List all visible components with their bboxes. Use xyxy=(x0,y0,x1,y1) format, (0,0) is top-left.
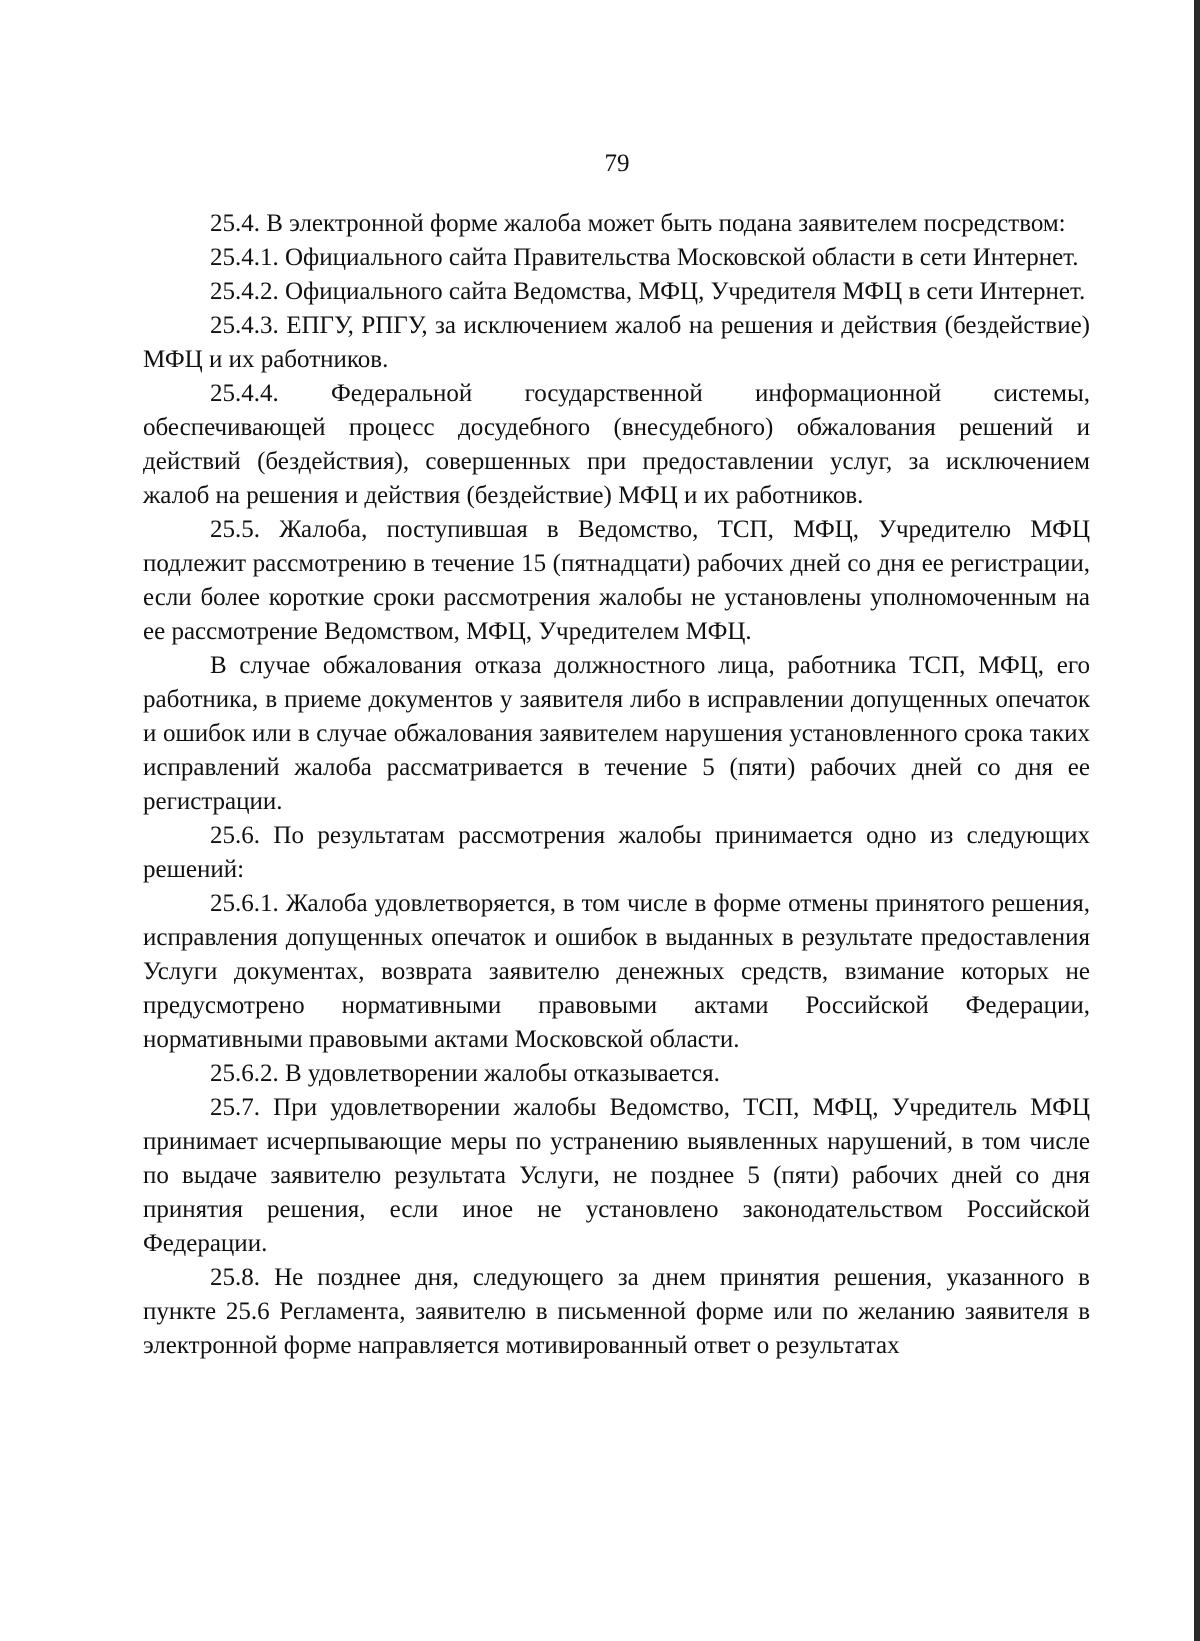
page-number: 79 xyxy=(604,150,630,177)
paragraph-25-4: 25.4. В электронной форме жалоба может быть подана заявителем посредством: xyxy=(210,210,1066,237)
paragraph-25-4-1: 25.4.1. Официального сайта Правительства Московской области в сети Интернет. xyxy=(210,244,1079,271)
paragraph-25-6-2: 25.6.2. В удовлетворении жалобы отказывается. xyxy=(210,1060,720,1087)
paragraph-25-4-2: 25.4.2. Официального сайта Ведомства, МФЦ, Учредителя МФЦ в сети Интернет. xyxy=(210,278,1086,305)
paragraph-25-5-appeal: В случае обжалования отказа должностного лица, работника ТСП, МФЦ, его работника, в приеме документов у заявителя либо в исправлении допущенных опечаток и ошибок или в случае обжалования заявителем нарушения установленного срока таких исправлений жалоба рассматривается в течение 5 (пяти) рабочих дней со дня ее регистрации. xyxy=(143,652,1090,815)
paragraph-25-7: 25.7. При удовлетворении жалобы Ведомство, ТСП, МФЦ, Учредитель МФЦ принимает исчерпывающие меры по устранению выявленных нарушений, в том числе по выдаче заявителю результата Услуги, не позднее 5 (пяти) рабочих дней со дня принятия решения, если иное не установлено законодательством Российской Федерации. xyxy=(143,1094,1090,1257)
paragraph-25-4-4: 25.4.4. Федеральной государственной информационной системы, обеспечивающей процесс досудебного (внесудебного) обжалования решений и действий (бездействия), совершенных при предоставлении услуг, за исключением жалоб на решения и действия (бездействие) МФЦ и их работников. xyxy=(143,380,1090,509)
paragraph-25-8: 25.8. Не позднее дня, следующего за днем принятия решения, указанного в пункте 25.6 Регламента, заявителю в письменной форме или по желанию заявителя в электронной форме направляется мотивированный ответ о результатах xyxy=(143,1264,1090,1359)
paragraph-25-6: 25.6. По результатам рассмотрения жалобы принимается одно из следующих решений: xyxy=(143,822,1090,883)
scan-edge xyxy=(1194,0,1200,1641)
document-body xyxy=(143,207,1090,1363)
paragraph-25-6-1: 25.6.1. Жалоба удовлетворяется, в том числе в форме отмены принятого решения, исправления допущенных опечаток и ошибок в выданных в результате предоставления Услуги документах, возврата заявителю денежных средств, взимание которых не предусмотрено нормативными правовыми актами Российской Федерации, нормативными правовыми актами Московской области. xyxy=(143,890,1090,1053)
paragraph-25-4-3: 25.4.3. ЕПГУ, РПГУ, за исключением жалоб на решения и действия (бездействие) МФЦ и их работников. xyxy=(143,312,1090,373)
paragraph-25-5: 25.5. Жалоба, поступившая в Ведомство, ТСП, МФЦ, Учредителю МФЦ подлежит рассмотрению в течение 15 (пятнадцати) рабочих дней со дня ее регистрации, если более короткие сроки рассмотрения жалобы не установлены уполномоченным на ее рассмотрение Ведомством, МФЦ, Учредителем МФЦ. xyxy=(143,516,1090,645)
